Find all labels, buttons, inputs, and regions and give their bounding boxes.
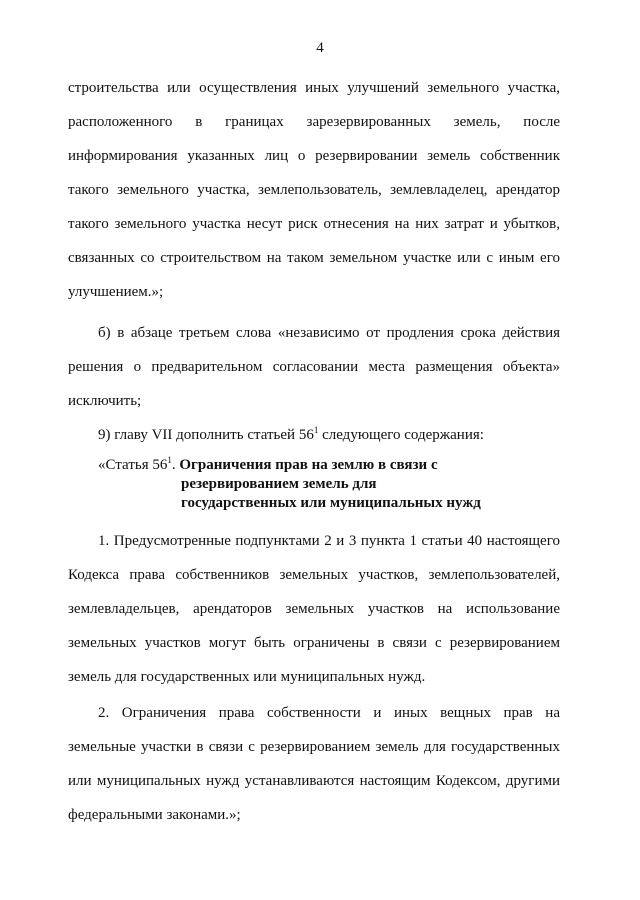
article-number: «Статья 56 (98, 457, 168, 473)
text-line: землевладельцев, арендаторов земельных участков на использование (68, 601, 560, 617)
clause-1 (68, 524, 560, 694)
superscript: 1 (313, 425, 319, 435)
text-line: б) в абзаце третьем слова «независимо от продления срока действия (98, 325, 560, 341)
text-line: такого земельного участка несут риск отнесения на них затрат и убытков, (68, 216, 560, 232)
article-title-line: государственных или муниципальных нужд (181, 495, 481, 511)
superscript: 1 (167, 455, 172, 465)
page-number: 4 (316, 40, 324, 56)
text-line: или муниципальных нужд устанавливаются настоящим Кодексом, другими (68, 773, 560, 789)
text-line: такого земельного участка, землепользователь, землевладелец, арендатор (68, 182, 560, 198)
text-line: строительства или осуществления иных улучшений земельного участка, (68, 80, 560, 96)
text-line: Кодекса права собственников земельных участков, землепользователей, (68, 567, 560, 583)
text-line: земельные участки в связи с резервированием земель для государственных (68, 739, 560, 755)
paragraph-continuation (68, 71, 560, 309)
article-title-line: Ограничения прав на землю в связи с (179, 457, 438, 473)
text-line (68, 418, 560, 452)
item-9-text: 9) главу VII дополнить статьей 56 (98, 427, 314, 443)
text-line: улучшением.»; (68, 284, 164, 300)
clause-2 (68, 696, 560, 832)
text-line: решения о предварительном согласовании места размещения объекта» (68, 359, 560, 375)
article-title-line: резервированием земель для (181, 476, 377, 492)
text-line: земельных участков могут быть ограничены в связи с резервированием (68, 635, 560, 651)
text-line: исключить; (68, 393, 142, 409)
item-9-text-end: следующего содержания: (318, 427, 484, 443)
text-line: связанных со строительством на таком земельном участке или с иным его (68, 250, 560, 266)
text-line: информирования указанных лиц о резервировании земель собственник (68, 148, 560, 164)
paragraph-item-9 (68, 418, 560, 452)
article-heading (98, 456, 568, 513)
text-line: федеральными законами.»; (68, 807, 241, 823)
text-line: расположенного в границах зарезервированных земель, после (68, 114, 560, 130)
article-dot: . (171, 457, 180, 473)
paragraph-amendment-b (68, 316, 560, 418)
text-line: 1. Предусмотренные подпунктами 2 и 3 пункта 1 статьи 40 настоящего (98, 533, 560, 549)
text-line: 2. Ограничения права собственности и иных вещных прав на (98, 705, 560, 721)
text-line: земель для государственных или муниципальных нужд. (68, 669, 426, 685)
